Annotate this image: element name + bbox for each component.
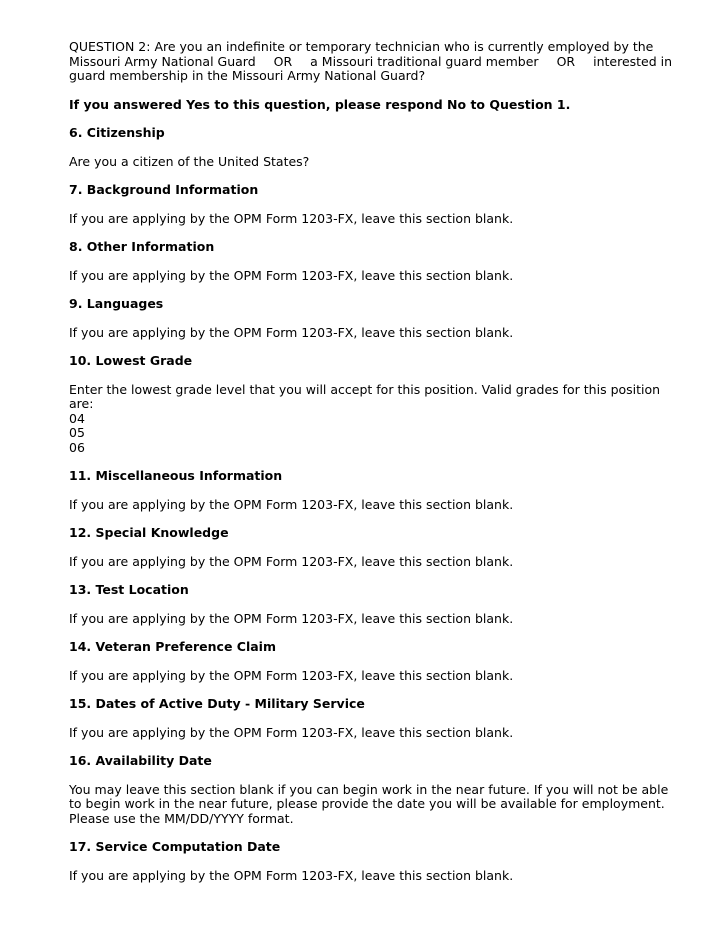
question-2-line-3: guard membership in the Missouri Army National Guard? <box>69 68 426 83</box>
question-2-line-2a: Missouri Army National Guard <box>69 53 256 69</box>
section-heading-miscellaneous: 11. Miscellaneous Information <box>69 468 283 483</box>
section-text-active-duty: If you are applying by the OPM Form 1203-FX, leave this section blank. <box>69 724 514 740</box>
question-2-line-1: QUESTION 2: Are you an indefinite or temporary technician who is currently employed by the <box>69 39 654 54</box>
grade-list <box>69 412 678 456</box>
grade-item: 05 <box>69 425 85 440</box>
question-2-note: If you answered Yes to this question, please respond No to Question 1. <box>69 96 571 112</box>
section-heading-availability-date: 16. Availability Date <box>69 753 212 768</box>
section-heading-languages: 9. Languages <box>69 296 164 311</box>
section-heading-other-information: 8. Other Information <box>69 239 215 254</box>
section-text-special-knowledge: If you are applying by the OPM Form 1203-FX, leave this section blank. <box>69 553 514 569</box>
section-text-veteran-preference: If you are applying by the OPM Form 1203-FX, leave this section blank. <box>69 667 514 683</box>
section-heading-test-location: 13. Test Location <box>69 582 189 597</box>
grade-item: 04 <box>69 410 85 426</box>
section-text-availability-date: You may leave this section blank if you can begin work in the near future. If you will not be able to begin work in the near future, please provide the date you will be available for employment. Please use the MM/DD/YYYY format. <box>69 781 669 826</box>
section-text-miscellaneous: If you are applying by the OPM Form 1203-FX, leave this section blank. <box>69 496 514 512</box>
section-heading-active-duty: 15. Dates of Active Duty - Military Service <box>69 696 365 711</box>
section-text-languages: If you are applying by the OPM Form 1203-FX, leave this section blank. <box>69 324 514 340</box>
section-heading-lowest-grade: 10. Lowest Grade <box>69 353 193 368</box>
section-heading-citizenship: 6. Citizenship <box>69 125 165 140</box>
section-text-background: If you are applying by the OPM Form 1203-FX, leave this section blank. <box>69 210 514 226</box>
section-heading-background: 7. Background Information <box>69 182 259 197</box>
or-2: OR <box>556 53 576 69</box>
section-body-lowest-grade <box>69 383 678 456</box>
or-1: OR <box>273 53 293 69</box>
section-text-other-information: If you are applying by the OPM Form 1203-FX, leave this section blank. <box>69 267 514 283</box>
question-2-text <box>69 40 678 84</box>
section-heading-veteran-preference: 14. Veteran Preference Claim <box>69 639 276 654</box>
question-2-line-2c: interested in <box>593 53 673 69</box>
section-text-citizenship: Are you a citizen of the United States? <box>69 153 310 169</box>
section-heading-special-knowledge: 12. Special Knowledge <box>69 525 229 540</box>
section-text-service-computation-date: If you are applying by the OPM Form 1203-FX, leave this section blank. <box>69 867 514 883</box>
question-2-line-2b: a Missouri traditional guard member <box>310 53 539 69</box>
section-text-lowest-grade: Enter the lowest grade level that you will accept for this position. Valid grades for this position are: <box>69 381 661 411</box>
section-text-test-location: If you are applying by the OPM Form 1203-FX, leave this section blank. <box>69 610 514 626</box>
grade-item: 06 <box>69 439 85 455</box>
section-heading-service-computation-date: 17. Service Computation Date <box>69 839 281 854</box>
